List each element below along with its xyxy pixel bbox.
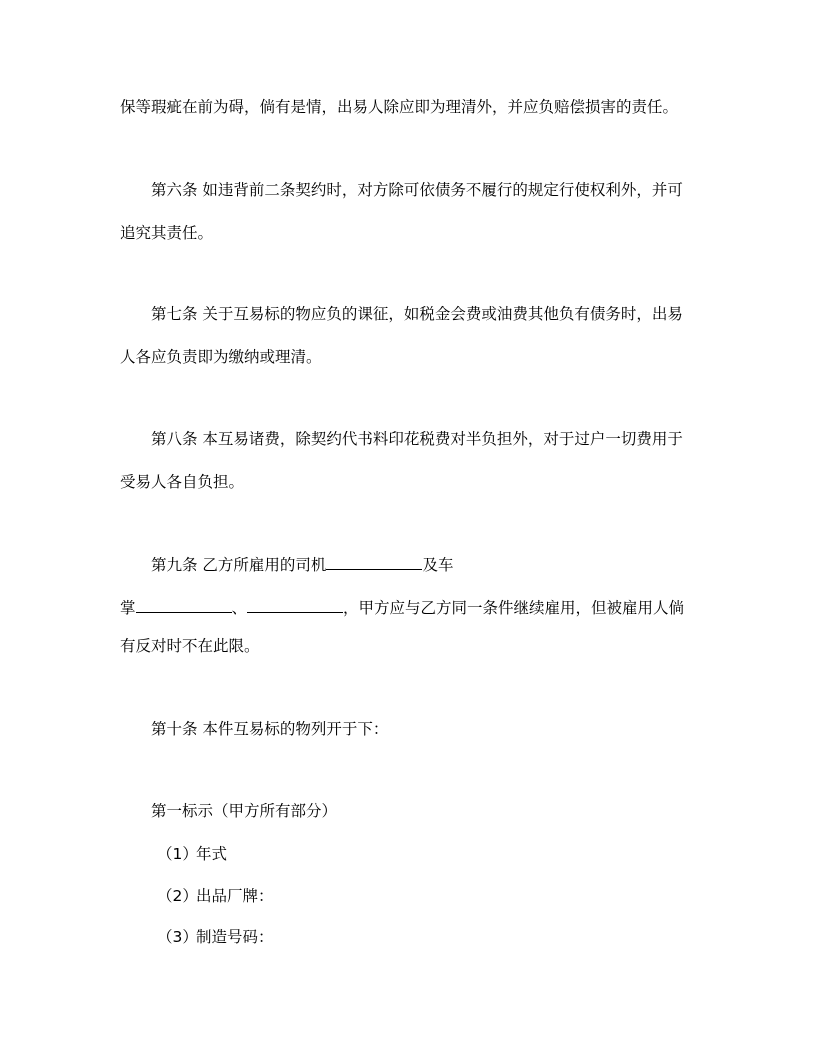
list-item-text: 年式 <box>195 845 227 863</box>
list-item <box>157 886 737 906</box>
list-item-text: 出品厂牌： <box>195 887 274 905</box>
article-9-text: 掌 <box>120 599 136 617</box>
article-8-line-1: 第八条 本互易诸费，除契约代书料印花税费对半负担外，对于过户一切费用于 <box>151 430 683 448</box>
article-9-text: 第九条 乙方所雇用的司机 <box>151 556 327 574</box>
paragraph-line: 保等瑕疵在前为碍，倘有是情，出易人除应即为理清外，并应负赔偿损害的责任。 <box>120 98 679 116</box>
article-10-line: 第十条 本件互易标的物列开于下： <box>151 720 389 738</box>
article-7-line-1: 第七条 关于互易标的物应负的课征，如税金会费或油费其他负有债务时，出易 <box>151 305 683 323</box>
article-6-line-1: 第六条 如违背前二条契约时，对方除可依债务不履行的规定行使权利外，并可 <box>151 181 683 199</box>
list-item <box>157 844 737 864</box>
article-6-line-2: 追究其责任。 <box>120 224 214 242</box>
article-9-line-1 <box>151 553 731 573</box>
article-9-line-2 <box>120 596 700 616</box>
driver-name-blank <box>326 553 422 570</box>
article-8-line-2: 受易人各自负担。 <box>120 473 245 491</box>
conductor-name-blank-2 <box>247 596 343 613</box>
mark-1-heading: 第一标示（甲方所有部分） <box>151 802 338 820</box>
list-item <box>157 927 737 947</box>
article-9-line-3: 有反对时不在此限。 <box>120 637 260 655</box>
article-9-text-cont: 及车 <box>422 556 454 574</box>
list-item-number: （1） <box>157 845 198 863</box>
article-7-line-2: 人各应负责即为缴纳或理清。 <box>120 348 322 366</box>
list-item-text: 制造号码： <box>195 928 274 946</box>
article-9-text-cont: ，甲方应与乙方同一条件继续雇用，但被雇用人倘 <box>343 599 685 617</box>
list-item-number: （2） <box>157 887 198 905</box>
article-9-separator: 、 <box>231 599 248 617</box>
list-item-number: （3） <box>157 928 198 946</box>
conductor-name-blank-1 <box>136 596 232 613</box>
